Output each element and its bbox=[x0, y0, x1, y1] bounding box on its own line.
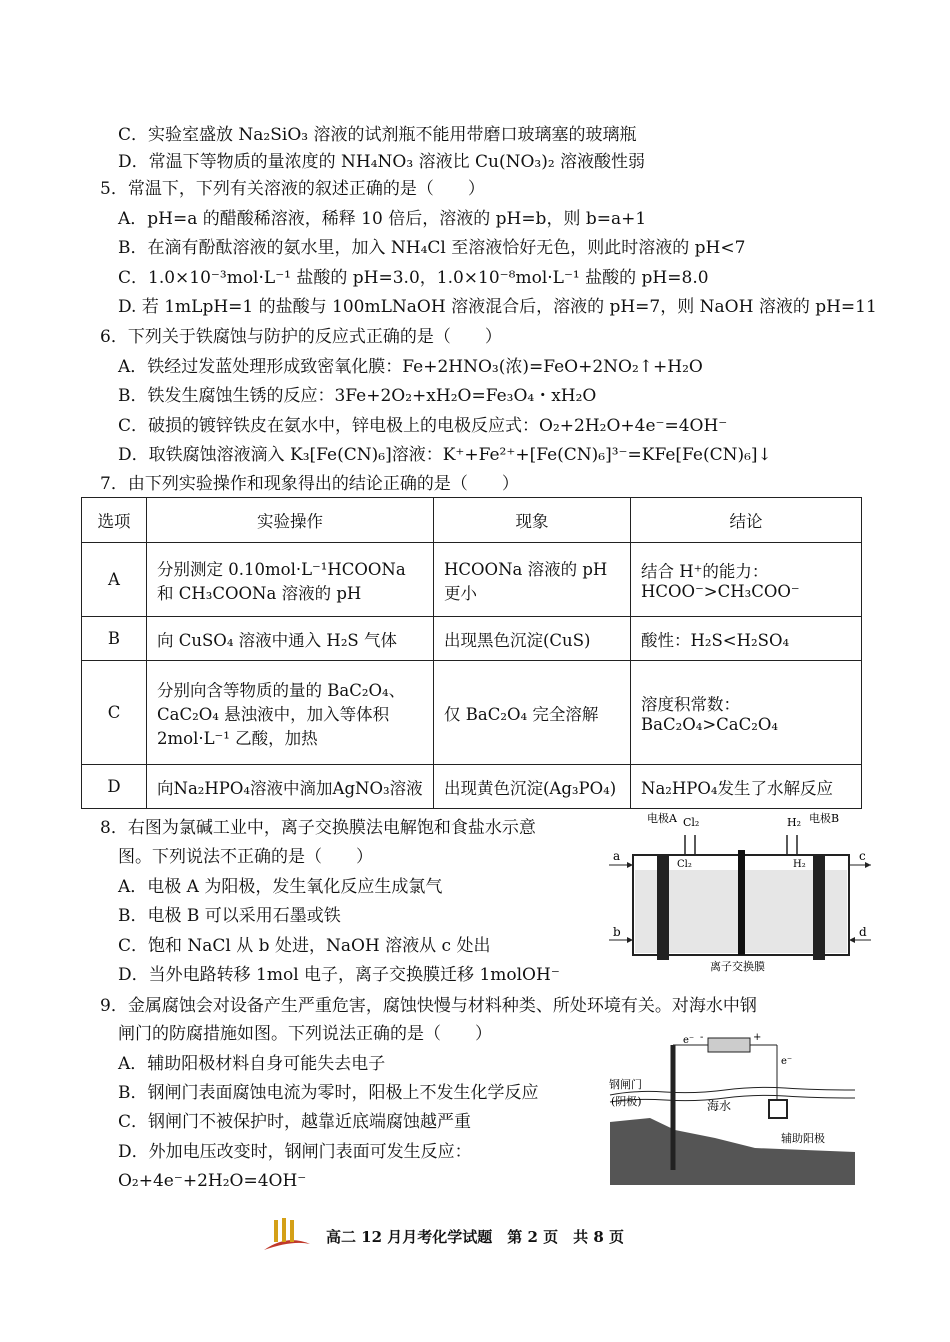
q4-option-c: C．实验室盛放 Na₂SiO₃ 溶液的试剂瓶不能用带磨口玻璃塞的玻璃瓶 bbox=[118, 125, 637, 145]
table-cell: HCOONa 溶液的 pH 更小 bbox=[434, 543, 631, 617]
label-a: a bbox=[613, 849, 621, 863]
label-gate: 钢闸门 bbox=[609, 1078, 642, 1091]
label-sea: 海水 bbox=[707, 1099, 732, 1113]
table-cell: 仅 BaC₂O₄ 完全溶解 bbox=[434, 661, 631, 765]
q8-option-c: C．饱和 NaCl 从 b 处进，NaOH 溶液从 c 处出 bbox=[118, 936, 491, 956]
label-e-left: e⁻ bbox=[683, 1035, 695, 1046]
q8-option-d: D．当外电路转移 1mol 电子，离子交换膜迁移 1molOH⁻ bbox=[118, 965, 560, 985]
q6-option-c: C．破损的镀锌铁皮在氨水中，锌电极上的电极反应式：O₂+2H₂O+4e⁻=4OH⁻ bbox=[118, 416, 728, 436]
label-h2: H₂ bbox=[787, 816, 802, 829]
q5-option-c: C．1.0×10⁻³mol·L⁻¹ 盐酸的 pH=3.0，1.0×10⁻⁸mol·L⁻¹ 盐酸的 pH=8.0 bbox=[118, 268, 709, 288]
label-b: b bbox=[613, 925, 621, 939]
electrode-b bbox=[813, 855, 825, 960]
q6-option-b: B．铁发生腐蚀生锈的反应：3Fe+2O₂+xH₂O=Fe₃O₄・xH₂O bbox=[118, 386, 597, 406]
table-cell: Na₂HPO₄发生了水解反应 bbox=[631, 765, 862, 809]
label-c: c bbox=[859, 849, 866, 863]
q9-stem-2: 闸门的防腐措施如图。下列说法正确的是（ ） bbox=[118, 1024, 492, 1044]
table-cell: 分别向含等物质的量的 BaC₂O₄、CaC₂O₄ 悬浊液中，加入等体积 2mol·L⁻¹ 乙酸，加热 bbox=[147, 661, 434, 765]
table-cell: A bbox=[82, 543, 147, 617]
q8-stem-2: 图。下列说法不正确的是（ ） bbox=[118, 847, 373, 867]
membrane bbox=[738, 850, 745, 955]
label-h2-inner: H₂ bbox=[793, 859, 806, 870]
label-cl2: Cl₂ bbox=[683, 816, 700, 829]
electrode-a bbox=[657, 855, 669, 960]
table-cell: 分别测定 0.10mol·L⁻¹HCOONa 和 CH₃COONa 溶液的 pH bbox=[147, 543, 434, 617]
table-cell: 结合 H⁺的能力：HCOO⁻>CH₃COO⁻ bbox=[631, 543, 862, 617]
label-gate-cathode: (阴极) bbox=[611, 1095, 642, 1108]
auxiliary-anode bbox=[769, 1100, 787, 1118]
q5-option-b: B．在滴有酚酞溶液的氨水里，加入 NH₄Cl 至溶液恰好无色，则此时溶液的 pH<7 bbox=[118, 238, 746, 258]
label-cl2-inner: Cl₂ bbox=[677, 859, 692, 870]
page-footer: 高二 12 月月考化学试题 第 2 页 共 8 页 bbox=[325, 1228, 625, 1246]
table-cell: 酸性：H₂S<H₂SO₄ bbox=[631, 617, 862, 661]
q8-stem-1: 8．右图为氯碱工业中，离子交换膜法电解饱和食盐水示意 bbox=[100, 818, 536, 838]
table-cell: D bbox=[82, 765, 147, 809]
table-header: 实验操作 bbox=[147, 498, 434, 543]
q9-option-a: A．辅助阳极材料自身可能失去电子 bbox=[118, 1054, 386, 1074]
label-minus: - bbox=[700, 1032, 704, 1043]
q9-stem-1: 9．金属腐蚀会对设备产生严重危害，腐蚀快慢与材料种类、所处环境有关。对海水中钢 bbox=[100, 996, 757, 1016]
q9-option-b: B．钢闸门表面腐蚀电流为零时，阳极上不发生化学反应 bbox=[118, 1083, 539, 1103]
table-cell: 出现黑色沉淀(CuS) bbox=[434, 617, 631, 661]
table-cell: C bbox=[82, 661, 147, 765]
table-header: 结论 bbox=[631, 498, 862, 543]
q8-option-a: A．电极 A 为阳极，发生氧化反应生成氯气 bbox=[118, 877, 443, 897]
gate-protection-figure bbox=[605, 1030, 860, 1185]
label-e-right: e⁻ bbox=[781, 1056, 793, 1067]
q6-option-d: D．取铁腐蚀溶液滴入 K₃[Fe(CN)₆]溶液：K⁺+Fe²⁺+[Fe(CN)₆]³⁻=KFe[Fe(CN)₆]↓ bbox=[118, 445, 772, 465]
q5-stem: 5．常温下，下列有关溶液的叙述正确的是（ ） bbox=[100, 179, 485, 199]
table-header: 选项 bbox=[82, 498, 147, 543]
label-electrode-b: 电极B bbox=[809, 812, 840, 825]
label-d: d bbox=[859, 925, 867, 939]
q8-option-b: B．电极 B 可以采用石墨或铁 bbox=[118, 906, 341, 926]
table-cell: B bbox=[82, 617, 147, 661]
q6-stem: 6．下列关于铁腐蚀与防护的反应式正确的是（ ） bbox=[100, 327, 502, 347]
table-cell: 向 CuSO₄ 溶液中通入 H₂S 气体 bbox=[147, 617, 434, 661]
label-electrode-a: 电极A bbox=[647, 812, 677, 825]
q7-stem: 7．由下列实验操作和现象得出的结论正确的是（ ） bbox=[100, 474, 519, 494]
q9-equation: O₂+4e⁻+2H₂O=4OH⁻ bbox=[118, 1171, 307, 1191]
q5-option-a: A．pH=a 的醋酸稀溶液，稀释 10 倍后，溶液的 pH=b，则 b=a+1 bbox=[118, 209, 647, 229]
q9-option-c: C．钢闸门不被保护时，越靠近底端腐蚀越严重 bbox=[118, 1112, 472, 1132]
table-cell: 溶度积常数：BaC₂O₄>CaC₂O₄ bbox=[631, 661, 862, 765]
label-membrane: 离子交换膜 bbox=[710, 960, 765, 973]
electrolysis-figure bbox=[605, 810, 875, 975]
label-anode: 辅助阳极 bbox=[781, 1132, 825, 1145]
q9-option-d: D．外加电压改变时，钢闸门表面可发生反应： bbox=[118, 1142, 472, 1162]
q4-option-d: D．常温下等物质的量浓度的 NH₄NO₃ 溶液比 Cu(NO₃)₂ 溶液酸性弱 bbox=[118, 152, 646, 172]
table-cell: 出现黄色沉淀(Ag₃PO₄) bbox=[434, 765, 631, 809]
q6-option-a: A．铁经过发蓝处理形成致密氧化膜：Fe+2HNO₃(浓)=FeO+2NO₂↑+H₂O bbox=[118, 357, 703, 377]
label-plus: + bbox=[753, 1032, 762, 1043]
q7-table bbox=[81, 497, 862, 809]
q5-option-d: D. 若 1mLpH=1 的盐酸与 100mLNaOH 溶液混合后，溶液的 pH=7，则 NaOH 溶液的 pH=11 bbox=[118, 297, 877, 317]
table-header: 现象 bbox=[434, 498, 631, 543]
power-source bbox=[708, 1038, 750, 1052]
table-cell: 向Na₂HPO₄溶液中滴加AgNO₃溶液 bbox=[147, 765, 434, 809]
